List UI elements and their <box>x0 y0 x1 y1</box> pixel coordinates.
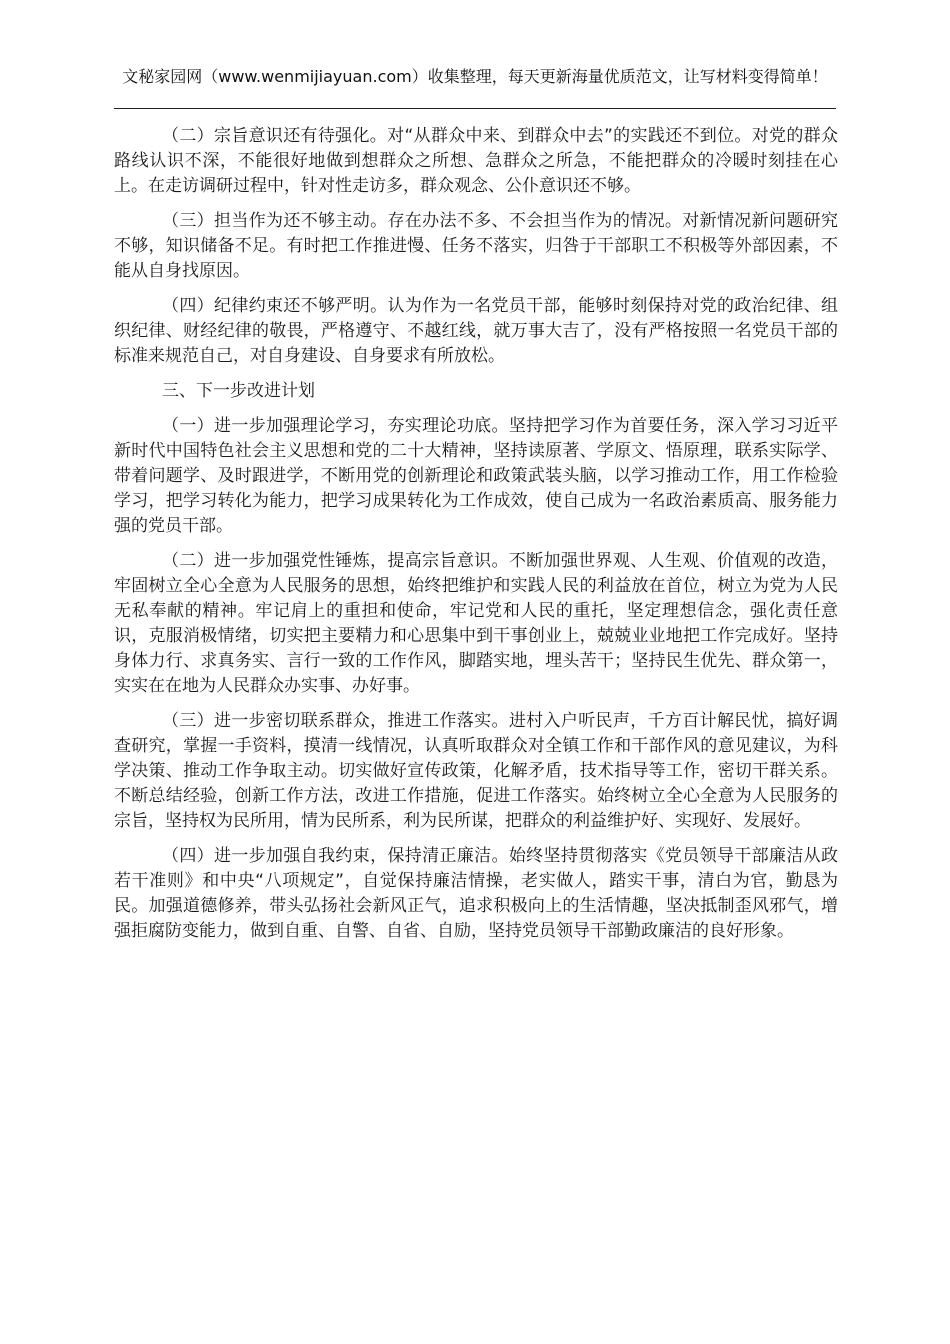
paragraph-jilv-yueshu: （四）纪律约束还不够严明。认为作为一名党员干部，能够时刻保持对党的政治纪律、组织纪律、财经纪律的敬畏，严格遵守、不越红线，就万事大吉了，没有严格按照一名党员干部的标准来规范自己，对自身建设、自身要求有所放松。 <box>114 296 838 366</box>
paragraph-ziwo-yueshu: （四）进一步加强自我约束，保持清正廉洁。始终坚持贯彻落实《党员领导干部廉洁从政若干准则》和中央“八项规定”，自觉保持廉洁情操，老实做人，踏实干事，清白为官，勤恳为民。加强道德修养，带头弘扬社会新风正气，追求积极向上的生活情趣，坚决抵制歪风邪气，增强拒腐防变能力，做到自重、自警、自省、自励，坚持党员领导干部勤政廉洁的良好形象。 <box>114 846 838 941</box>
header-divider <box>114 108 836 109</box>
page-header: 文秘家园网（www.wenmijiayuan.com）收集整理，每天更新海量优质范文，让写材料变得简单！ <box>122 67 828 86</box>
paragraph-dandang-zuowei: （三）担当作为还不够主动。存在办法不多、不会担当作为的情况。对新情况新问题研究不够，知识储备不足。有时把工作推进慢、任务不落实，归咎于干部职工不积极等外部因素，不能从自身找原因。 <box>114 211 838 281</box>
paragraph-zongzhi-yishi: （二）宗旨意识还有待强化。对“从群众中来、到群众中去”的实践还不到位。对党的群众路线认识不深，不能很好地做到想群众之所想、急群众之所急，不能把群众的冷暖时刻挂在心上。在走访调研过程中，针对性走访多，群众观念、公仆意识还不够。 <box>114 126 838 196</box>
paragraph-lilun-xuexi: （一）进一步加强理论学习，夯实理论功底。坚持把学习作为首要任务，深入学习习近平新时代中国特色社会主义思想和党的二十大精神，坚持读原著、学原文、悟原理，联系实际学、带着问题学、及时跟进学，不断用党的创新理论和政策武装头脑，以学习推动工作，用工作检验学习，把学习转化为能力，把学习成果转化为工作成效，使自己成为一名政治素质高、服务能力强的党员干部。 <box>114 416 838 536</box>
section-heading-improvement-plan: 三、下一步改进计划 <box>162 381 315 401</box>
paragraph-dangxing-duanlian: （二）进一步加强党性锤炼，提高宗旨意识。不断加强世界观、人生观、价值观的改造，牢固树立全心全意为人民服务的思想，始终把维护和实践人民的利益放在首位，树立为党为人民无私奉献的精神。牢记肩上的重担和使命，牢记党和人民的重托，坚定理想信念，强化责任意识，克服消极情绪，切实把主要精力和心思集中到干事创业上，兢兢业业地把工作完成好。坚持身体力行、求真务实、言行一致的工作作风，脚踏实地，埋头苦干；坚持民生优先、群众第一，实实在在地为人民群众办实事、办好事。 <box>114 551 838 696</box>
paragraph-lianxi-qunzhong: （三）进一步密切联系群众，推进工作落实。进村入户听民声，千方百计解民忧，搞好调查研究，掌握一手资料，摸清一线情况，认真听取群众对全镇工作和干部作风的意见建议，为科学决策、推动工作争取主动。切实做好宣传政策，化解矛盾，技术指导等工作，密切干群关系。不断总结经验，创新工作方法，改进工作措施，促进工作落实。始终树立全心全意为人民服务的宗旨，坚持权为民所用，情为民所系，利为民所谋，把群众的利益维护好、实现好、发展好。 <box>114 711 838 831</box>
document-body <box>114 124 838 954</box>
